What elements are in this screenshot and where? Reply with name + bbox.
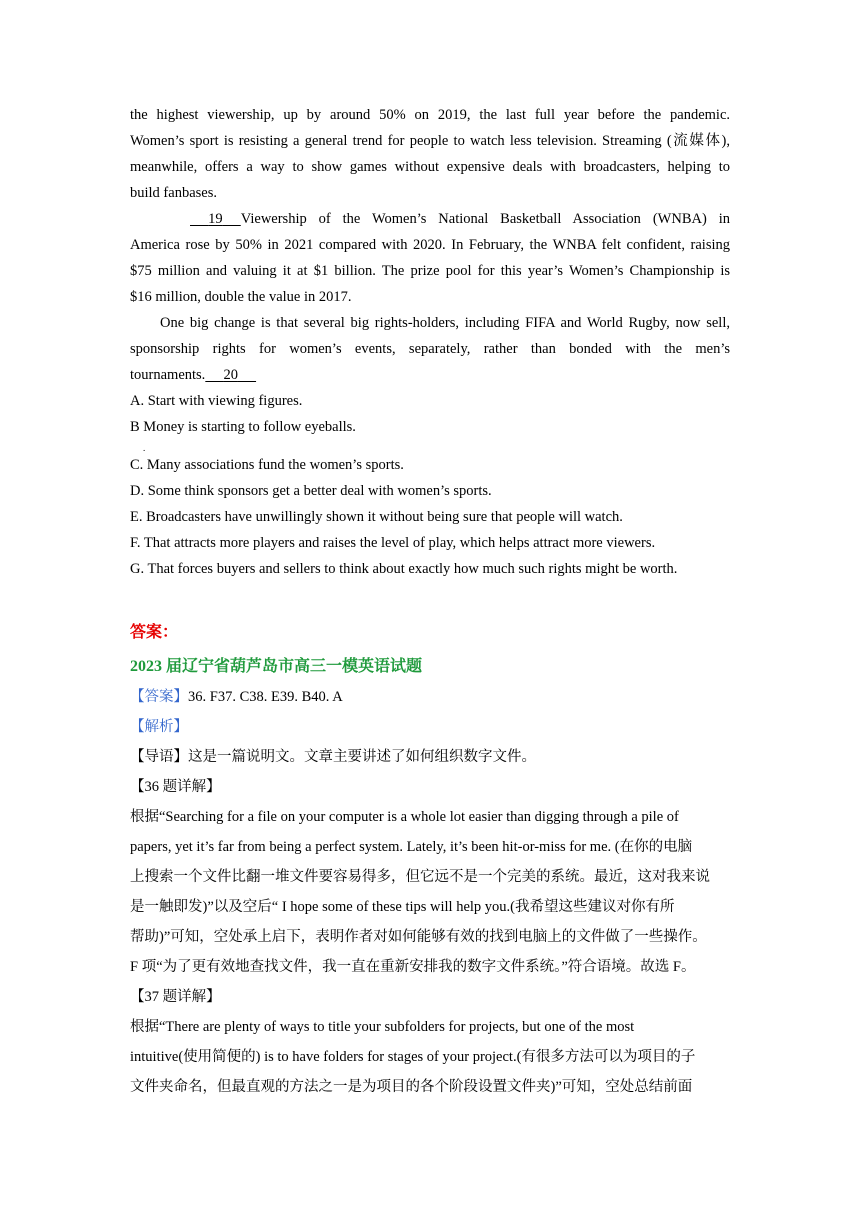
text-line: 根据“Searching for a file on your computer is a whole lot easier than digging through a pile of xyxy=(130,809,679,825)
option-c: C. Many associations fund the women’s sports. xyxy=(130,457,404,473)
analysis-tag: 【解析】 xyxy=(130,719,188,735)
q37-header: 【37 题详解】 xyxy=(130,989,221,1005)
passage-paragraph-1 xyxy=(130,102,730,206)
text-line: intuitive(使用简便的) is to have folders for stages of your project.(有很多方法可以为项目的子 xyxy=(130,1049,696,1065)
option-d: D. Some think sponsors get a better deal with women’s sports. xyxy=(130,483,492,499)
q36-header: 【36 题详解】 xyxy=(130,779,221,795)
text-line: 上搜索一个文件比翻一堆文件要容易得多，但它远不是一个完美的系统。最近，这对我来说 xyxy=(130,869,710,885)
option-b: B Money is starting to follow eyeballs. . xyxy=(130,419,356,453)
text-line: sponsorship rights for women’s events, separately, rather than bonded with the men’s xyxy=(130,341,730,357)
answer-text: 36. F37. C38. E39. B40. A xyxy=(188,689,343,705)
blank-19: 19 xyxy=(208,211,223,227)
text-line: papers, yet it’s far from being a perfect system. Lately, it’s been hit-or-miss for me. (在你的电脑 xyxy=(130,839,693,855)
passage-paragraph-2 xyxy=(130,206,730,310)
passage-paragraph-3 xyxy=(130,310,730,388)
option-e: E. Broadcasters have unwillingly shown it without being sure that people will watch. xyxy=(130,509,623,525)
source-title: 2023 届辽宁省葫芦岛市高三一模英语试题 xyxy=(130,658,423,675)
text-line xyxy=(130,206,730,232)
stray-dot: . xyxy=(143,443,146,453)
text-line: meanwhile, offers a way to show games without expensive deals with broadcasters, helping to xyxy=(130,159,730,175)
answer-line xyxy=(130,682,730,712)
blank-20: 20 xyxy=(223,367,238,383)
options-list xyxy=(130,388,730,582)
answer-tag: 【答案】 xyxy=(130,689,188,705)
q36-explanation xyxy=(130,802,730,982)
text-line: 根据“There are plenty of ways to title your subfolders for projects, but one of the most xyxy=(130,1019,635,1035)
text-line: tournaments. 20 xyxy=(130,362,730,388)
option-f: F. That attracts more players and raises the level of play, which helps attract more viewers. xyxy=(130,535,656,551)
text-line: 是一触即发)”以及空后“ I hope some of these tips will help you.(我希望这些建议对你有所 xyxy=(130,899,675,915)
text-line: 帮助)”可知，空处承上启下，表明作者对如何能够有效的找到电脑上的文件做了一些操作。 xyxy=(130,929,707,945)
answer-label: 答案： xyxy=(130,624,179,641)
text-line: build fanbases. xyxy=(130,185,217,201)
text-line: $75 million and valuing it at $1 billion. The prize pool for this year’s Women’s Championship is xyxy=(130,263,730,279)
text-line: $16 million, double the value in 2017. xyxy=(130,289,352,305)
text-line: 文件夹命名，但最直观的方法之一是为项目的各个阶段设置文件夹)”可知，空处总结前面 xyxy=(130,1079,693,1095)
paragraph-2-first-line: Viewership of the Women’s National Basketball Association (WNBA) in xyxy=(240,211,730,227)
text-line: Women’s sport is resisting a general trend for people to watch less television. Streaming (流媒体), xyxy=(130,133,730,149)
option-a: A. Start with viewing figures. xyxy=(130,393,303,409)
option-g: G. That forces buyers and sellers to think about exactly how much such rights might be worth. xyxy=(130,561,678,577)
text-line: F 项“为了更有效地查找文件，我一直在重新安排我的数字文件系统。”符合语境。故选 F。 xyxy=(130,959,696,975)
intro-line: 【导语】这是一篇说明文。文章主要讲述了如何组织数字文件。 xyxy=(130,749,536,765)
document-content xyxy=(130,102,730,1102)
text-line: One big change is that several big rights-holders, including FIFA and World Rugby, now sell, xyxy=(160,315,730,331)
text-line: America rose by 50% in 2021 compared with 2020. In February, the WNBA felt confident, raising xyxy=(130,237,730,253)
text-line: the highest viewership, up by around 50% on 2019, the last full year before the pandemic. xyxy=(130,107,730,123)
q37-explanation xyxy=(130,1012,730,1102)
